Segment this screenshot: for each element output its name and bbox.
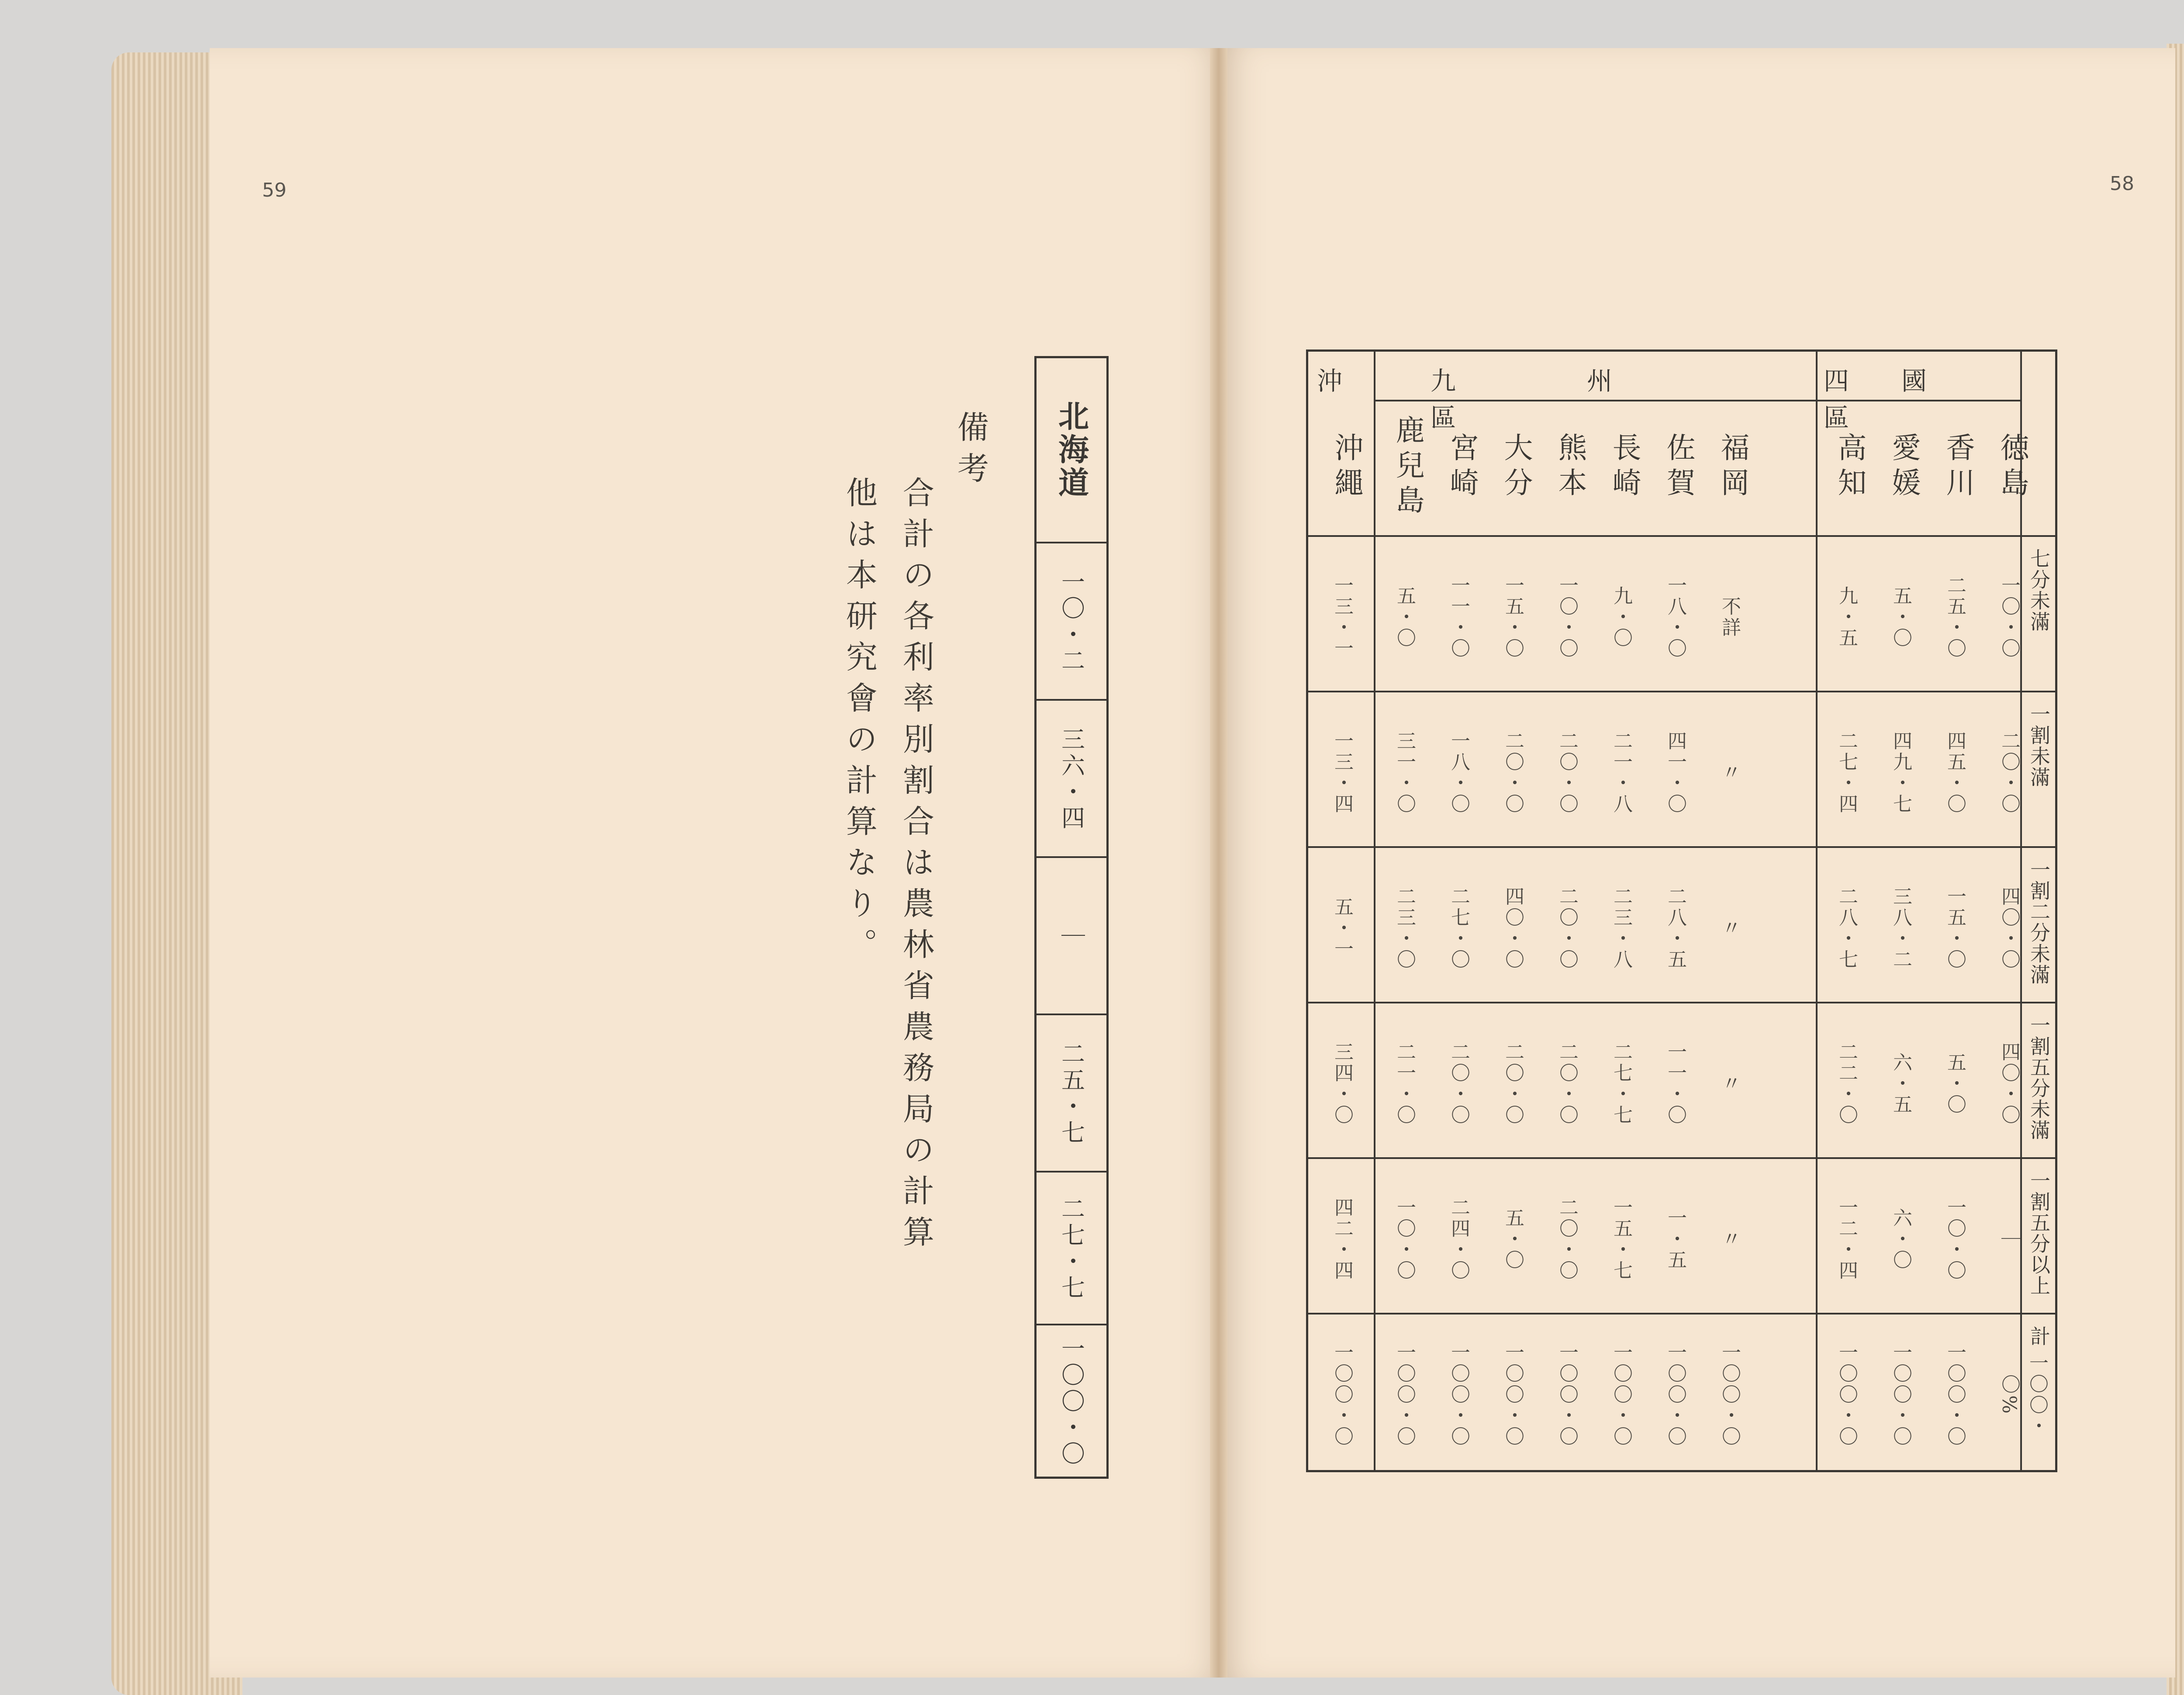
table-cell: 二八・七: [1835, 886, 1858, 970]
region-shikoku: 四國區: [1824, 366, 1980, 432]
table-cell: 四〇・〇: [1502, 886, 1524, 970]
table-cell: 四五・〇: [1944, 731, 1966, 815]
table-cell: 一〇〇・〇: [1718, 1342, 1741, 1447]
prefecture-header: 鹿兒島: [1391, 415, 1424, 520]
table-cell: 一〇〇・〇: [1835, 1342, 1858, 1447]
table-cell: 一三・四: [1331, 731, 1353, 815]
table-cell: 五・〇: [1944, 1052, 1966, 1115]
table-cell: 四九・七: [1890, 731, 1912, 815]
table-cell: 二〇・〇: [1556, 1197, 1578, 1281]
hokkaido-value: 二五・七: [1037, 1014, 1106, 1173]
table-cell: 一八・〇: [1448, 731, 1470, 815]
table-cell: 一〇〇・〇: [1393, 1342, 1416, 1447]
table-cell: 五・〇: [1502, 1208, 1524, 1271]
table-cell: 一五・〇: [1502, 575, 1524, 659]
prefecture-header: 愛媛: [1887, 432, 1921, 502]
table-cell: 二七・七: [1610, 1042, 1632, 1126]
prefecture-header: 徳島: [1995, 432, 2029, 502]
prefecture-header: 大分: [1499, 432, 1533, 502]
table-cell: 一三・一: [1331, 575, 1353, 659]
hokkaido-column: [1034, 356, 1109, 1479]
table-cell: 一〇〇・〇%: [1998, 1353, 2048, 1437]
page-number-left: 59: [262, 179, 287, 201]
hokkaido-value: 一〇・二: [1037, 542, 1106, 701]
table-cell: 〃: [1718, 1073, 1741, 1094]
grid-line-horizontal: [1374, 400, 2020, 401]
hokkaido-value: 一〇〇・〇: [1037, 1324, 1106, 1478]
table-cell: 一五・〇: [1944, 886, 1966, 970]
table-cell: ｜: [1998, 1229, 2020, 1250]
table-cell: 二三・〇: [1393, 886, 1416, 970]
prefecture-header: 香川: [1941, 432, 1975, 502]
notes-title: 備考: [952, 411, 989, 493]
table-cell: 四二・四: [1331, 1197, 1353, 1281]
table-cell: 二〇・〇: [1556, 1042, 1578, 1126]
table-cell: 四一・〇: [1664, 731, 1686, 815]
table-cell: 一〇〇・〇: [1556, 1342, 1578, 1447]
prefecture-header: 長崎: [1607, 432, 1641, 502]
table-cell: 一二・四: [1835, 1197, 1858, 1281]
prefecture-header: 佐賀: [1662, 432, 1695, 502]
table-cell: 不詳: [1718, 596, 1741, 638]
notes-line-1: 合計の各利率別割合は農林省農務局の計算: [898, 476, 934, 1256]
table-cell: 五・〇: [1393, 586, 1416, 649]
table-cell: 一〇・〇: [1393, 1197, 1416, 1281]
notes-line-2: 他は本研究會の計算なり。: [841, 476, 878, 969]
row-label: 一割五分以上: [2027, 1170, 2051, 1296]
table-cell: 一八・〇: [1664, 575, 1686, 659]
table-cell: 〃: [1718, 1229, 1741, 1250]
prefecture-header: 福岡: [1716, 432, 1749, 502]
table-cell: 一〇〇・〇: [1664, 1342, 1686, 1447]
table-cell: 二〇・〇: [1448, 1042, 1470, 1126]
prefecture-header: 熊本: [1553, 432, 1587, 502]
prefecture-header: 沖繩: [1330, 432, 1363, 502]
table-cell: 二七・四: [1835, 731, 1858, 815]
table-cell: 二〇・〇: [1502, 1042, 1524, 1126]
interest-rate-table: [1306, 349, 2057, 1472]
grid-line-vertical: [1374, 352, 1375, 1470]
table-cell: 六・〇: [1890, 1208, 1912, 1271]
grid-line-horizontal: [1308, 846, 2055, 848]
book-gutter: [1210, 48, 1227, 1678]
grid-line-horizontal: [1308, 1157, 2055, 1159]
table-cell: 一〇・〇: [1944, 1197, 1966, 1281]
table-cell: 二一・八: [1610, 731, 1632, 815]
table-cell: 二〇・〇: [1556, 731, 1578, 815]
table-cell: 一五・七: [1610, 1197, 1632, 1281]
table-cell: 二〇・〇: [1998, 731, 2020, 815]
grid-line-horizontal: [1308, 535, 2055, 537]
table-cell: 〃: [1718, 762, 1741, 783]
table-cell: 一一・〇: [1448, 575, 1470, 659]
row-label: 一割二分未滿: [2027, 859, 2051, 985]
table-cell: 四〇・〇: [1998, 1042, 2020, 1126]
table-cell: 〃: [1718, 918, 1741, 939]
hokkaido-value: 三六・四: [1037, 699, 1106, 858]
table-cell: 一・五: [1664, 1208, 1686, 1271]
region-okinawa: 沖: [1317, 366, 1343, 396]
table-cell: 二三・八: [1610, 886, 1632, 970]
region-kyushu: 九州區: [1431, 366, 1744, 432]
row-label: 七分未滿: [2027, 548, 2051, 632]
table-cell: 五・一: [1331, 897, 1353, 960]
table-cell: 一〇・〇: [1998, 575, 2020, 659]
row-label: 計: [2027, 1326, 2051, 1347]
table-cell: 一〇〇・〇: [1448, 1342, 1470, 1447]
grid-line-horizontal: [1308, 1313, 2055, 1314]
table-cell: 一〇〇・〇: [1944, 1342, 1966, 1447]
table-cell: 一〇〇・〇: [1890, 1342, 1912, 1447]
table-cell: 四〇・〇: [1998, 886, 2020, 970]
table-cell: 一〇〇・〇: [1610, 1342, 1632, 1447]
hokkaido-header: 北海道: [1053, 400, 1090, 500]
table-cell: 二〇・〇: [1556, 886, 1578, 970]
table-cell: 九・〇: [1610, 586, 1632, 649]
table-cell: 六・五: [1890, 1052, 1912, 1115]
row-label: 一割未滿: [2027, 704, 2051, 788]
hokkaido-value: 二七・七: [1037, 1171, 1106, 1325]
grid-line-horizontal: [1308, 1002, 2055, 1003]
table-cell: 一〇〇・〇: [1502, 1342, 1524, 1447]
table-cell: 二八・五: [1664, 886, 1686, 970]
table-cell: 三一・〇: [1393, 731, 1416, 815]
table-cell: 一〇〇・〇: [1331, 1342, 1353, 1447]
row-label: 一割五分未滿: [2027, 1015, 2051, 1141]
prefecture-header: 宮崎: [1445, 432, 1479, 502]
grid-line-horizontal: [1308, 691, 2055, 692]
table-cell: 一一・〇: [1664, 1042, 1686, 1126]
table-cell: 一〇・〇: [1556, 575, 1578, 659]
table-cell: 五・〇: [1890, 586, 1912, 649]
table-cell: 二四・〇: [1448, 1197, 1470, 1281]
grid-line-vertical: [1816, 352, 1818, 1470]
prefecture-header: 高知: [1833, 432, 1866, 502]
table-cell: 九・五: [1835, 586, 1858, 649]
table-cell: 二〇・〇: [1502, 731, 1524, 815]
table-cell: 二二・〇: [1835, 1042, 1858, 1126]
page-number-right: 58: [2110, 173, 2134, 195]
table-cell: 三八・二: [1890, 886, 1912, 970]
table-cell: 二一・〇: [1393, 1042, 1416, 1126]
table-cell: 三四・〇: [1331, 1042, 1353, 1126]
hokkaido-value: ｜: [1037, 856, 1106, 1015]
table-cell: 二五・〇: [1944, 575, 1966, 659]
table-cell: 二七・〇: [1448, 886, 1470, 970]
